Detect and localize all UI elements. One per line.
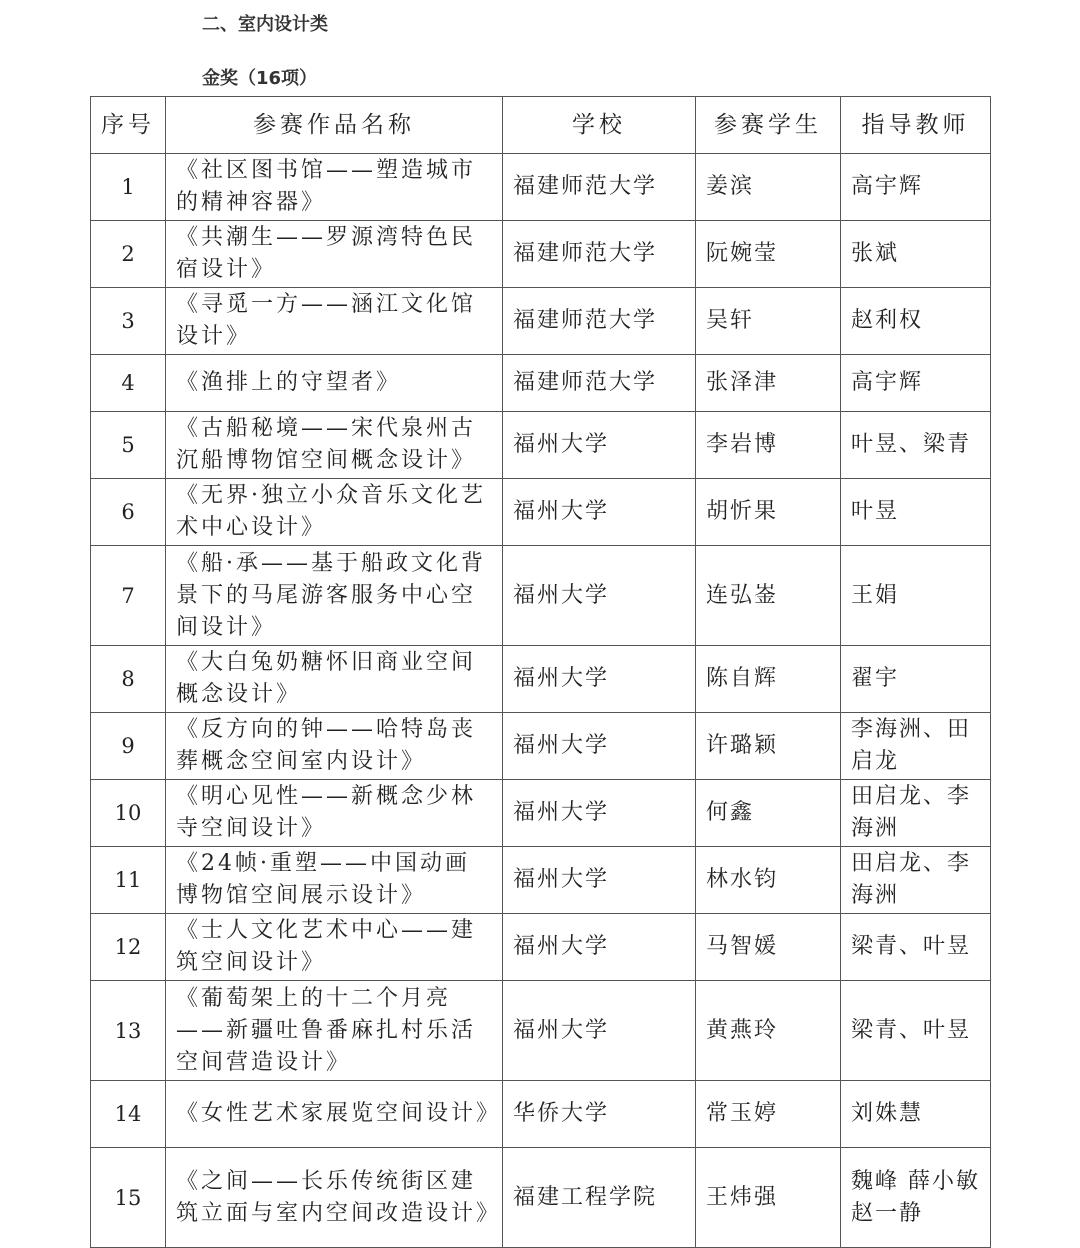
- table-row: [91, 355, 991, 412]
- student-name: 林水钧: [696, 847, 841, 914]
- table-row: [91, 288, 991, 355]
- student-name: 阮婉莹: [696, 221, 841, 288]
- teacher-name: 魏峰 薛小敏 赵一静: [841, 1148, 991, 1248]
- teacher-name: 翟宇: [841, 646, 991, 713]
- teacher-name: 李海洲、田启龙: [841, 713, 991, 780]
- row-number: 6: [91, 479, 166, 546]
- school-name: 福州大学: [503, 546, 696, 646]
- school-name: 华侨大学: [503, 1081, 696, 1148]
- row-number: 13: [91, 981, 166, 1081]
- table-row: [91, 221, 991, 288]
- table-row: [91, 412, 991, 479]
- row-number: 11: [91, 847, 166, 914]
- teacher-name: 张斌: [841, 221, 991, 288]
- student-name: 何鑫: [696, 780, 841, 847]
- work-title: 《24帧·重塑——中国动画博物馆空间展示设计》: [166, 847, 503, 914]
- work-title: 《共潮生——罗源湾特色民宿设计》: [166, 221, 503, 288]
- school-name: 福州大学: [503, 914, 696, 981]
- school-name: 福州大学: [503, 780, 696, 847]
- teacher-name: 高宇辉: [841, 154, 991, 221]
- school-name: 福建师范大学: [503, 154, 696, 221]
- work-title: 《古船秘境——宋代泉州古沉船博物馆空间概念设计》: [166, 412, 503, 479]
- teacher-name: 梁青、叶昱: [841, 981, 991, 1081]
- work-title: 《明心见性——新概念少林寺空间设计》: [166, 780, 503, 847]
- student-name: 李岩博: [696, 412, 841, 479]
- row-number: 5: [91, 412, 166, 479]
- header-no: 序号: [91, 97, 166, 154]
- teacher-name: 高宇辉: [841, 355, 991, 412]
- student-name: 马智媛: [696, 914, 841, 981]
- row-number: 12: [91, 914, 166, 981]
- student-name: 姜滨: [696, 154, 841, 221]
- teacher-name: 叶昱: [841, 479, 991, 546]
- school-name: 福州大学: [503, 847, 696, 914]
- school-name: 福建师范大学: [503, 355, 696, 412]
- work-title: 《反方向的钟——哈特岛丧葬概念空间室内设计》: [166, 713, 503, 780]
- table-row: [91, 546, 991, 646]
- header-teacher: 指导教师: [841, 97, 991, 154]
- school-name: 福州大学: [503, 479, 696, 546]
- row-number: 10: [91, 780, 166, 847]
- school-name: 福建师范大学: [503, 221, 696, 288]
- teacher-name: 叶昱、梁青: [841, 412, 991, 479]
- row-number: 1: [91, 154, 166, 221]
- student-name: 黄燕玲: [696, 981, 841, 1081]
- school-name: 福建师范大学: [503, 288, 696, 355]
- teacher-name: 刘姝慧: [841, 1081, 991, 1148]
- table-row: [91, 981, 991, 1081]
- table-row: [91, 847, 991, 914]
- student-name: 吴轩: [696, 288, 841, 355]
- row-number: 2: [91, 221, 166, 288]
- section-title: 二、室内设计类: [202, 14, 328, 35]
- student-name: 胡忻果: [696, 479, 841, 546]
- student-name: 王炜强: [696, 1148, 841, 1248]
- row-number: 8: [91, 646, 166, 713]
- teacher-name: 田启龙、李海洲: [841, 780, 991, 847]
- work-title: 《大白兔奶糖怀旧商业空间概念设计》: [166, 646, 503, 713]
- student-name: 许璐颖: [696, 713, 841, 780]
- teacher-name: 田启龙、李海洲: [841, 847, 991, 914]
- work-title: 《社区图书馆——塑造城市的精神容器》: [166, 154, 503, 221]
- student-name: 陈自辉: [696, 646, 841, 713]
- award-title: 金奖（16项）: [202, 68, 318, 89]
- header-school: 学校: [503, 97, 696, 154]
- work-title: 《葡萄架上的十二个月亮——新疆吐鲁番麻扎村乐活空间营造设计》: [166, 981, 503, 1081]
- work-title: 《之间——长乐传统街区建筑立面与室内空间改造设计》: [166, 1148, 503, 1248]
- table-row: [91, 780, 991, 847]
- teacher-name: 梁青、叶昱: [841, 914, 991, 981]
- table-header-row: [91, 97, 991, 154]
- student-name: 张泽津: [696, 355, 841, 412]
- teacher-name: 王娟: [841, 546, 991, 646]
- school-name: 福州大学: [503, 981, 696, 1081]
- table-row: [91, 1148, 991, 1248]
- school-name: 福州大学: [503, 412, 696, 479]
- table-row: [91, 1081, 991, 1148]
- row-number: 4: [91, 355, 166, 412]
- work-title: 《女性艺术家展览空间设计》: [166, 1081, 503, 1148]
- row-number: 14: [91, 1081, 166, 1148]
- award-table: [90, 96, 991, 1248]
- table-row: [91, 713, 991, 780]
- teacher-name: 赵利权: [841, 288, 991, 355]
- student-name: 常玉婷: [696, 1081, 841, 1148]
- header-student: 参赛学生: [696, 97, 841, 154]
- row-number: 9: [91, 713, 166, 780]
- table-row: [91, 646, 991, 713]
- work-title: 《寻觅一方——涵江文化馆设计》: [166, 288, 503, 355]
- work-title: 《渔排上的守望者》: [166, 355, 503, 412]
- work-title: 《船·承——基于船政文化背景下的马尾游客服务中心空间设计》: [166, 546, 503, 646]
- school-name: 福建工程学院: [503, 1148, 696, 1248]
- work-title: 《无界·独立小众音乐文化艺术中心设计》: [166, 479, 503, 546]
- row-number: 15: [91, 1148, 166, 1248]
- work-title: 《士人文化艺术中心——建筑空间设计》: [166, 914, 503, 981]
- school-name: 福州大学: [503, 646, 696, 713]
- student-name: 连弘崟: [696, 546, 841, 646]
- school-name: 福州大学: [503, 713, 696, 780]
- table-row: [91, 154, 991, 221]
- table-row: [91, 479, 991, 546]
- header-title: 参赛作品名称: [166, 97, 503, 154]
- table-row: [91, 914, 991, 981]
- row-number: 3: [91, 288, 166, 355]
- row-number: 7: [91, 546, 166, 646]
